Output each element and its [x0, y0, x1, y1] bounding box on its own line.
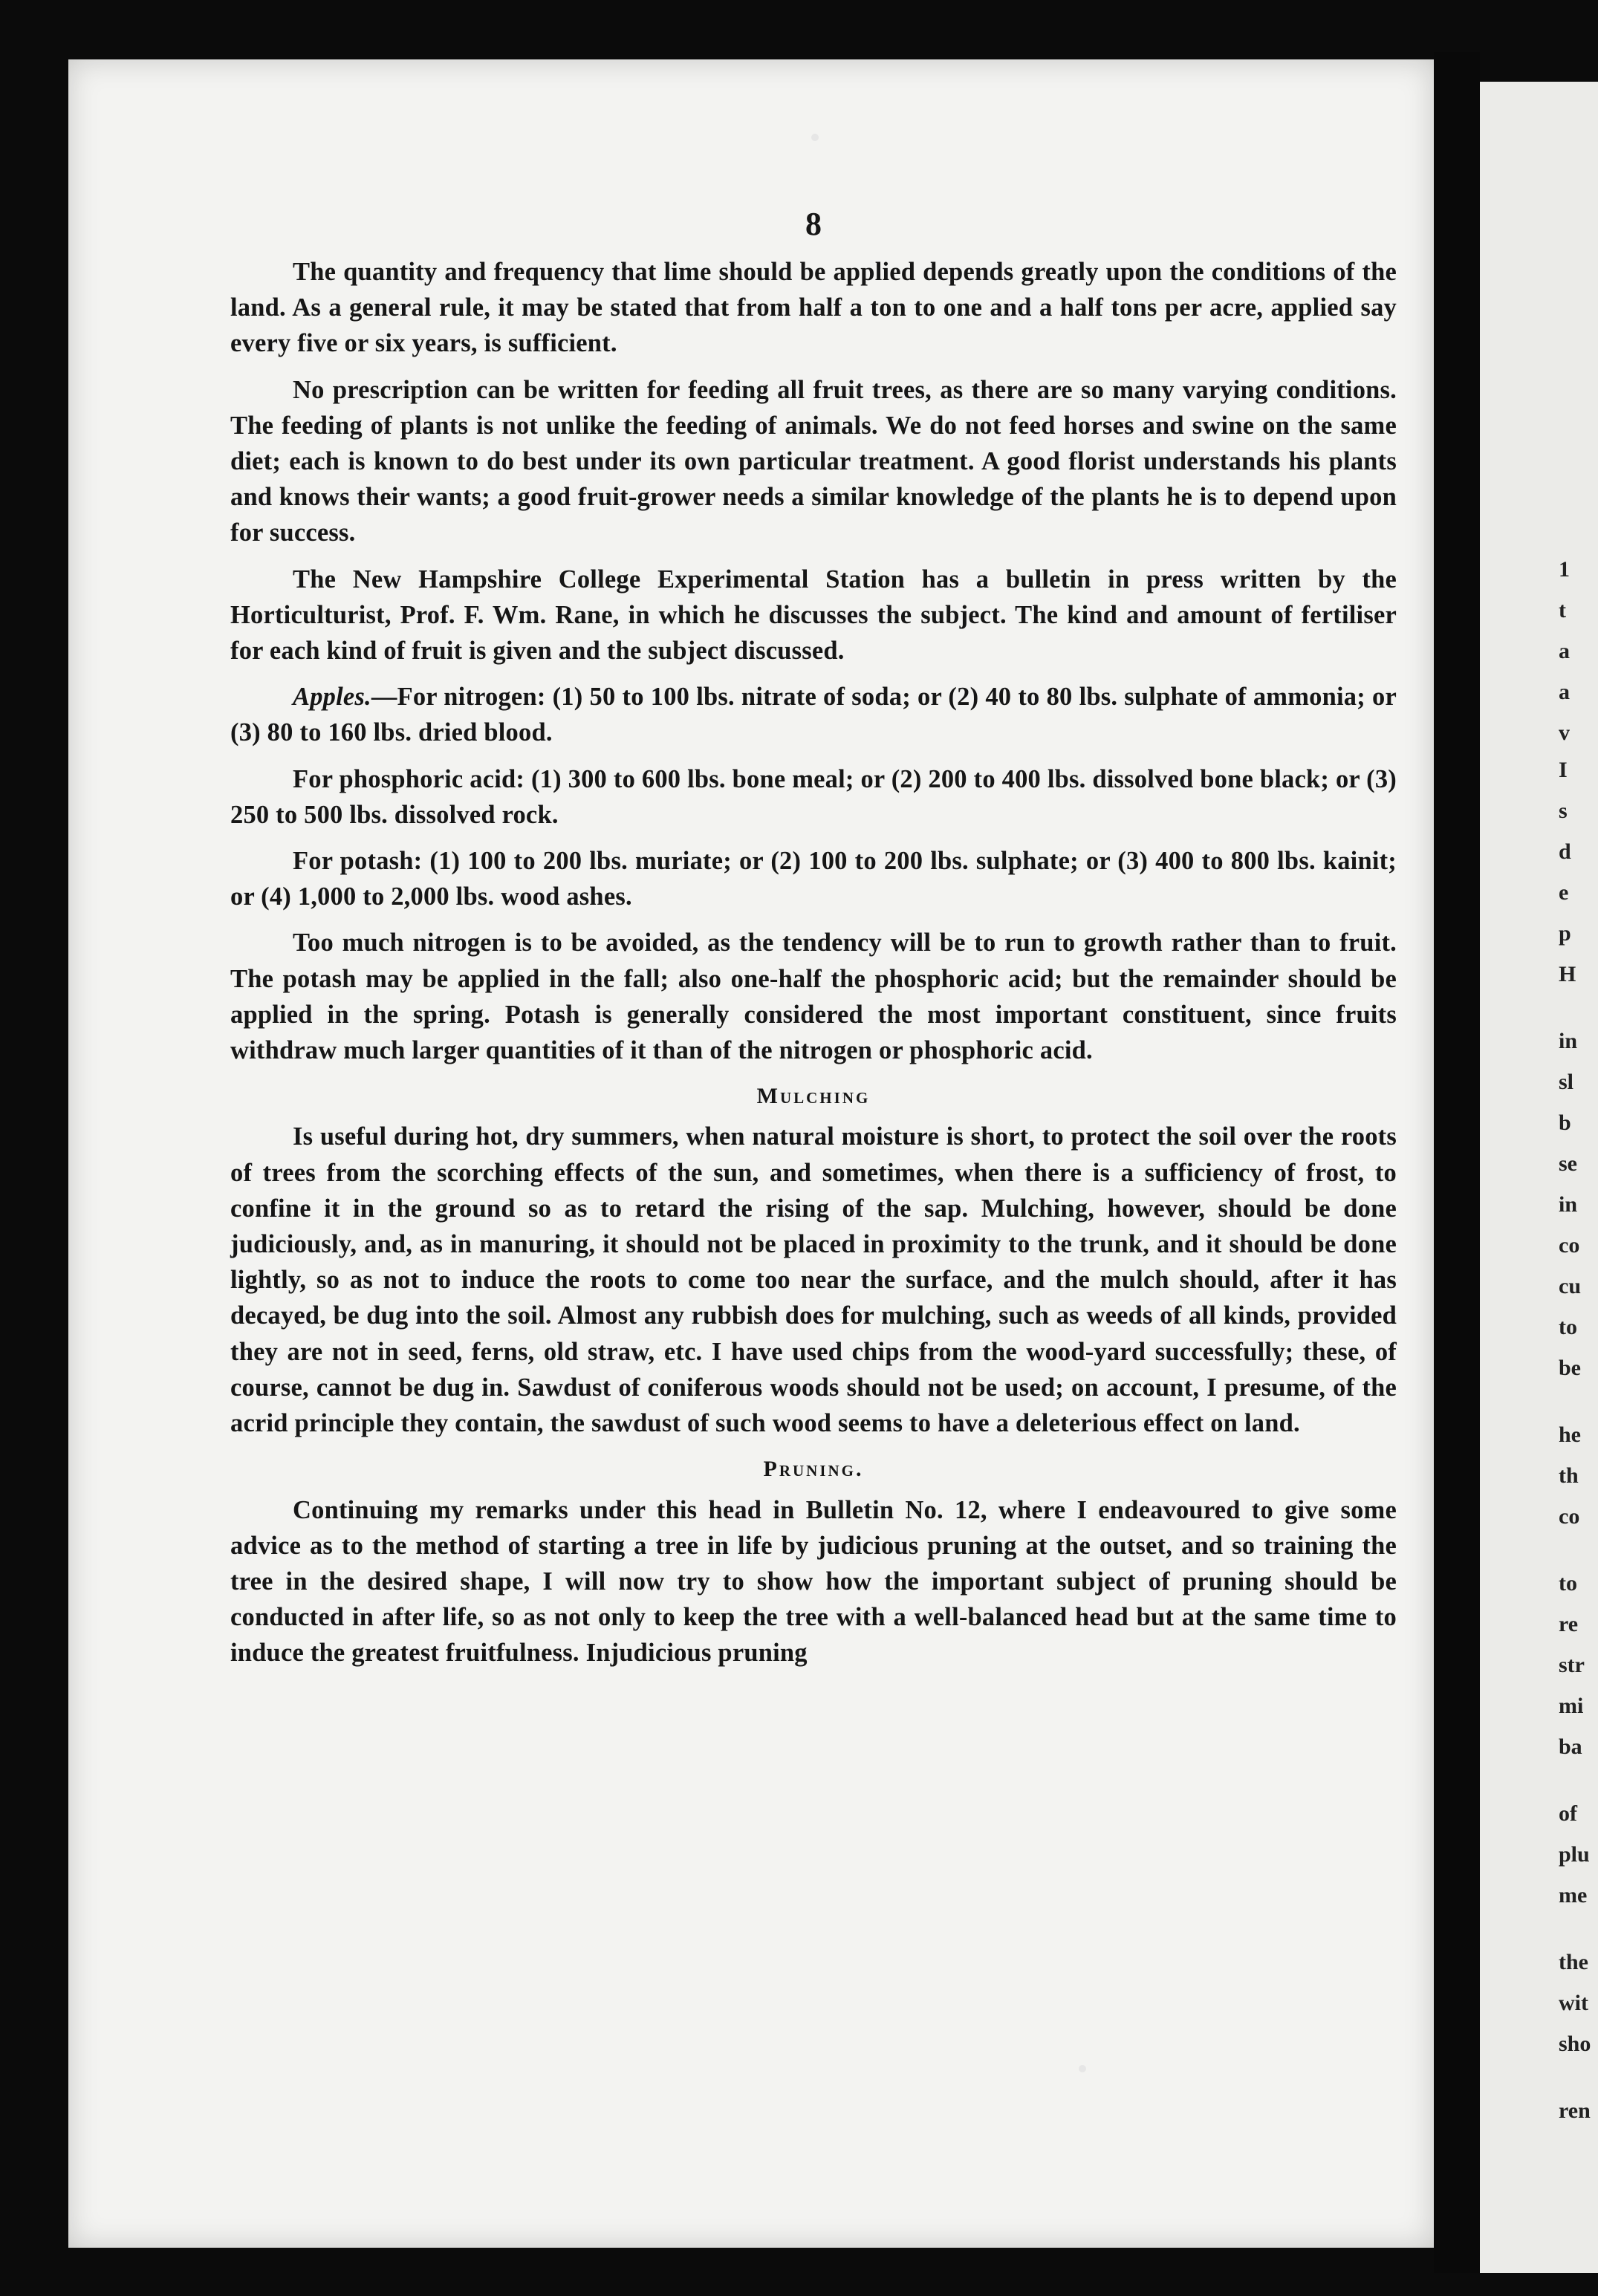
adjacent-page-fragment: sl — [1559, 1070, 1574, 1094]
adjacent-page-fragment: a — [1559, 639, 1570, 663]
page-number: 8 — [805, 206, 822, 242]
adjacent-page-fragment: t — [1559, 598, 1566, 622]
adjacent-page-fragment: 1 — [1559, 557, 1570, 582]
heading-mulching: Mulching — [756, 1084, 871, 1109]
adjacent-page-fragment: str — [1559, 1653, 1585, 1677]
adjacent-page-fragment: plu — [1559, 1842, 1590, 1867]
adjacent-page-fragment: in — [1559, 1192, 1578, 1217]
paragraph-phosphoric: For phosphoric acid: (1) 300 to 600 lbs. bone meal; or (2) 200 to 400 lbs. dissolved bone black; or (3) 250 to 500 lbs. dissolved rock. — [230, 764, 1397, 829]
adjacent-page-fragment: b — [1559, 1110, 1571, 1135]
adjacent-page-fragment: sho — [1559, 2032, 1591, 2056]
adjacent-page-fragment: a — [1559, 680, 1570, 704]
adjacent-page-fragment: ren — [1559, 2098, 1591, 2123]
adjacent-page-fragment: e — [1559, 880, 1569, 905]
adjacent-page-fragment: to — [1559, 1315, 1577, 1339]
adjacent-page-fragment: to — [1559, 1571, 1577, 1596]
adjacent-page-fragment: be — [1559, 1356, 1581, 1380]
scan-speck — [811, 134, 819, 141]
adjacent-page-fragment: me — [1559, 1883, 1588, 1908]
adjacent-page-fragment: v — [1559, 721, 1570, 745]
adjacent-page-fragment: of — [1559, 1801, 1577, 1826]
adjacent-page-fragment: ba — [1559, 1734, 1582, 1759]
adjacent-page-fragment: se — [1559, 1151, 1577, 1176]
adjacent-page-fragment: d — [1559, 839, 1571, 864]
adjacent-page-fragment: in — [1559, 1029, 1578, 1053]
paragraph-apples — [230, 679, 1397, 750]
adjacent-page-fragment: the — [1559, 1950, 1588, 1974]
paragraph-potash: For potash: (1) 100 to 200 lbs. muriate; or (2) 100 to 200 lbs. sulphate; or (3) 400 to 800 lbs. kainit; or (4) 1,000 to 2,000 lbs. wood ashes. — [230, 847, 1397, 911]
adjacent-page-fragment: co — [1559, 1233, 1580, 1258]
adjacent-page-edge — [1480, 82, 1598, 2273]
paragraph-nitrogen: Too much nitrogen is to be avoided, as the tendency will be to run to growth rather than to fruit. The potash may be applied in the fall; also one-half the phosphoric acid; but the remainder should be applied in the spring. Potash is generally considered the most important constituent, since fruits withdraw much larger quantities of it than of the nitrogen or phosphoric acid. — [230, 929, 1397, 1065]
paragraph-feeding: No prescription can be written for feeding all fruit trees, as there are so many varying conditions. The feeding of plants is not unlike the feeding of animals. We do not feed horses and swine on the same diet; each is known to do best under its own particular treatment. A good florist understands his plants and knows their wants; a good fruit-grower needs a similar knowledge of the plants he is to depend upon for success. — [230, 375, 1397, 547]
adjacent-page-fragment: he — [1559, 1422, 1581, 1447]
apples-text: —For nitrogen: (1) 50 to 100 lbs. nitrate of soda; or (2) 40 to 80 lbs. sulphate of ammonia; or (3) 80 to 160 lbs. dried blood. — [230, 683, 1397, 747]
book-gutter — [1434, 52, 1480, 2273]
paragraph-bulletin: The New Hampshire College Experimental Station has a bulletin in press written by the Horticulturist, Prof. F. Wm. Rane, in which he discusses the subject. The kind and amount of fertiliser for each kind of fruit is given and the subject discussed. — [230, 565, 1397, 666]
apples-lead: Apples. — [293, 683, 371, 712]
adjacent-page-fragment: H — [1559, 962, 1576, 986]
heading-pruning: Pruning. — [763, 1457, 864, 1482]
adjacent-page-fragment: th — [1559, 1463, 1579, 1488]
adjacent-page-fragment: cu — [1559, 1274, 1581, 1298]
adjacent-page-fragment: re — [1559, 1612, 1579, 1636]
adjacent-page-fragment: mi — [1559, 1694, 1584, 1718]
adjacent-page-fragment: co — [1559, 1504, 1580, 1529]
paragraph-lime: The quantity and frequency that lime should be applied depends greatly upon the conditions of the land. As a general rule, it may be stated that from half a ton to one and a half tons per acre, applied say every five or six years, is sufficient. — [230, 258, 1397, 358]
adjacent-page-fragment: p — [1559, 921, 1571, 946]
paragraph-mulching: Is useful during hot, dry summers, when natural moisture is short, to protect the soil over the roots of trees from the scorching effects of the sun, and sometimes, when there is a sufficiency of frost, to confine it in the ground so as to retard the rising of the sap. Mulching, however, should be done judiciously, and, as in manuring, it should not be placed in proximity to the trunk, and it should be done lightly, so as not to induce the roots to come too near the surface, and the mulch should, after it has decayed, be dug into the soil. Almost any rubbish does for mulching, such as weeds of all kinds, provided they are not in seed, ferns, old straw, etc. I have used chips from the wood-yard successfully; these, of course, cannot be dug in. Sawdust of coniferous woods should not be used; on account, I presume, of the acrid principle they contain, the sawdust of such wood seems to have a deleterious effect on land. — [230, 1122, 1397, 1438]
adjacent-page-fragment: s — [1559, 799, 1568, 823]
paragraph-pruning: Continuing my remarks under this head in Bulletin No. 12, where I endeavoured to give some advice as to the method of starting a tree in life by judicious pruning at the outset, and so training the tree in the desired shape, I will now try to show how the important subject of pruning should be conducted in after life, so as not only to keep the tree with a well-balanced head but at the same time to induce the greatest fruitfulness. Injudicious pruning — [230, 1495, 1397, 1668]
adjacent-page-fragment: wit — [1559, 1991, 1588, 2015]
page-content — [230, 201, 1397, 2147]
adjacent-page-fragment: I — [1559, 758, 1568, 782]
